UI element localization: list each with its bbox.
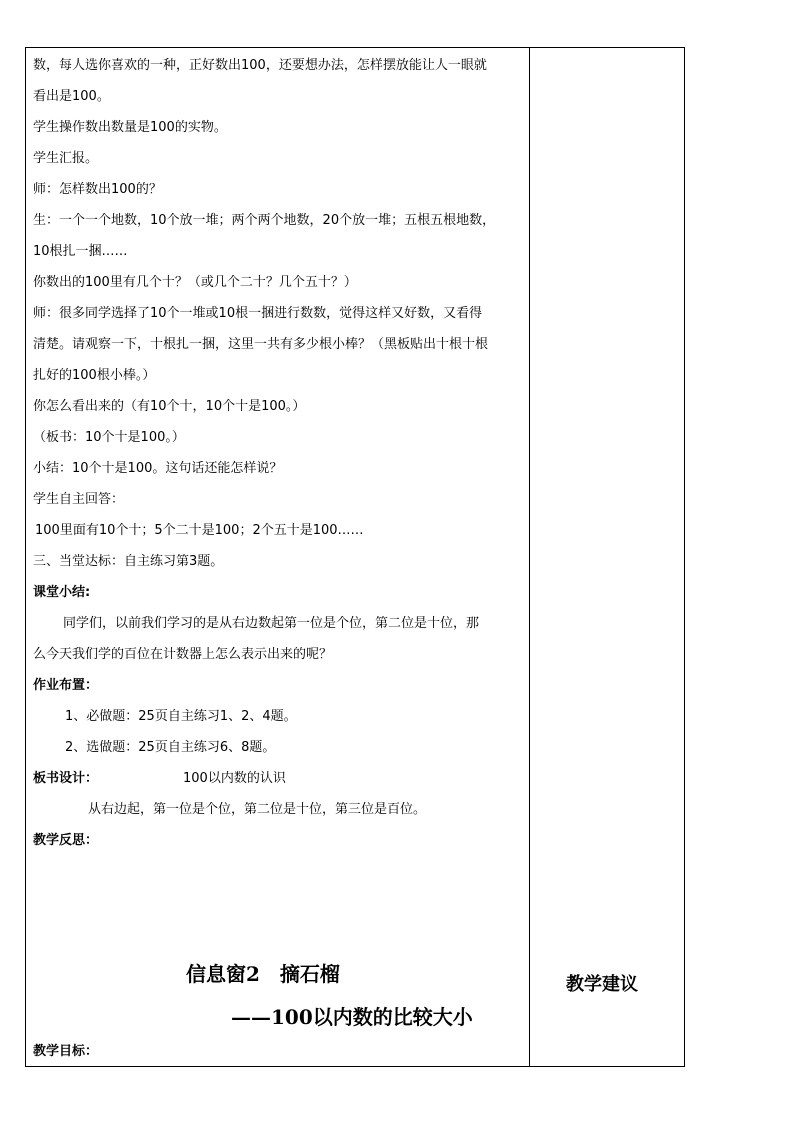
text-line: 1、必做题：25页自主练习1、2、4题。 <box>65 709 297 724</box>
text-line: 师：怎样数出100的？ <box>33 182 162 197</box>
text-line: 同学们，以前我们学习的是从右边数起第一位是个位，第二位是十位，那 <box>63 616 480 631</box>
text-line: 学生自主回答： <box>33 492 125 507</box>
section-title: 信息窗2 摘石榴 <box>186 962 340 986</box>
text-line: 你数出的100里有几个十？（或几个二十？几个五十？） <box>33 275 357 290</box>
text-line: 么今天我们学的百位在计数器上怎么表示出来的呢？ <box>33 647 333 662</box>
section-heading-board-design: 板书设计： <box>33 771 99 786</box>
text-line: 小结：10个十是100。这句话还能怎样说？ <box>33 461 283 476</box>
text-line: 清楚。请观察一下，十根扎一捆，这里一共有多少根小棒？（黑板贴出十根十根 <box>33 337 489 352</box>
section-heading-summary: 课堂小结: <box>33 585 91 600</box>
text-line: 从右边起，第一位是个位，第二位是十位，第三位是百位。 <box>88 802 427 817</box>
text-line: 扎好的100根小棒。） <box>33 368 156 383</box>
text-line: 看出是100。 <box>33 89 110 104</box>
teaching-suggestions-label: 教学建议 <box>566 974 638 995</box>
text-line: 10根扎一捆…… <box>33 244 128 259</box>
text-line: 数，每人选你喜欢的一种，正好数出100，还要想办法，怎样摆放能让人一眼就 <box>33 58 487 73</box>
text-line: 生：一个一个地数，10个放一堆；两个两个地数，20个放一堆；五根五根地数， <box>33 213 496 228</box>
text-line: 学生汇报。 <box>33 151 99 166</box>
objectives-label: 教学目标： <box>33 1044 99 1059</box>
section-heading-reflection: 教学反思： <box>33 833 99 848</box>
text-line: 100里面有10个十；5个二十是100；2个五十是100…… <box>35 523 364 538</box>
text-line: 三、当堂达标：自主练习第3题。 <box>33 554 224 569</box>
lesson-plan-table <box>25 47 685 1067</box>
text-line: 学生操作数出数量是100的实物。 <box>33 120 227 135</box>
text-line: 你怎么看出来的（有10个十，10个十是100。） <box>33 399 306 414</box>
text-line: 2、选做题：25页自主练习6、8题。 <box>65 740 276 755</box>
column-divider <box>529 48 530 1066</box>
section-subtitle: ——100以内数的比较大小 <box>231 1005 473 1029</box>
section-heading-homework: 作业布置： <box>33 678 99 693</box>
text-line: （板书：10个十是100。） <box>33 430 185 445</box>
text-line: 师：很多同学选择了10个一堆或10根一捆进行数数，觉得这样又好数，又看得 <box>33 306 483 321</box>
board-design-title: 100以内数的认识 <box>183 771 286 786</box>
